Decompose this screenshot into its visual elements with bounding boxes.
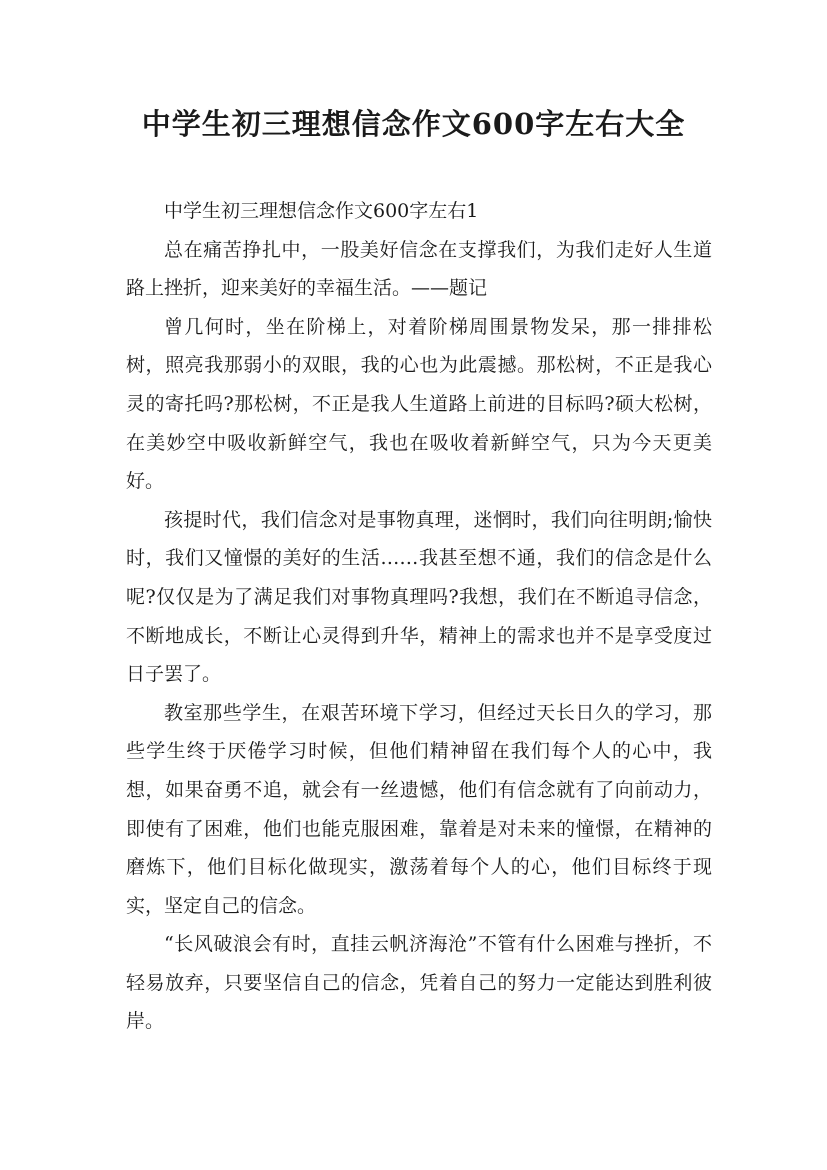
document-body: [126, 192, 712, 1041]
section-heading: 中学生初三理想信念作文600字左右1: [164, 200, 479, 222]
paragraph-conclusion: “长风破浪会有时，直挂云帆济海沧”不管有什么困难与挫折，不轻易放弃，只要坚信自己的信念，凭着自己的努力一定能达到胜利彼岸。: [126, 933, 712, 1033]
paragraph-classroom: 教室那些学生，在艰苦环境下学习，但经过天长日久的学习，那些学生终于厌倦学习时候，但他们精神留在我们每个人的心中，我想，如果奋勇不追，就会有一丝遗憾，他们有信念就有了向前动力，即使有了困难，他们也能克服困难，靠着是对未来的憧憬，在精神的磨炼下，他们目标化做现实，激荡着每个人的心，他们目标终于现实，坚定自己的信念。: [126, 701, 712, 917]
document-title: 中学生初三理想信念作文600字左右大全: [141, 107, 686, 141]
paragraph-epigraph: 总在痛苦挣扎中，一股美好信念在支撑我们，为我们走好人生道路上挫折，迎来美好的幸福生活。——题记: [126, 238, 712, 300]
paragraph-pine-trees: 曾几何时，坐在阶梯上，对着阶梯周围景物发呆，那一排排松树，照亮我那弱小的双眼，我的心也为此震撼。那松树，不正是我心灵的寄托吗?那松树，不正是我人生道路上前进的目标吗?硕大松树，在美妙空中吸收新鲜空气，我也在吸收着新鲜空气，只为今天更美好。: [126, 315, 712, 493]
paragraph-childhood: 孩提时代，我们信念对是事物真理，迷惘时，我们向往明朗;愉快时，我们又憧憬的美好的生活……我甚至想不通，我们的信念是什么呢?仅仅是为了满足我们对事物真理吗?我想，我们在不断追寻信念，不断地成长，不断让心灵得到升华，精神上的需求也并不是享受度过日子罢了。: [126, 508, 712, 686]
